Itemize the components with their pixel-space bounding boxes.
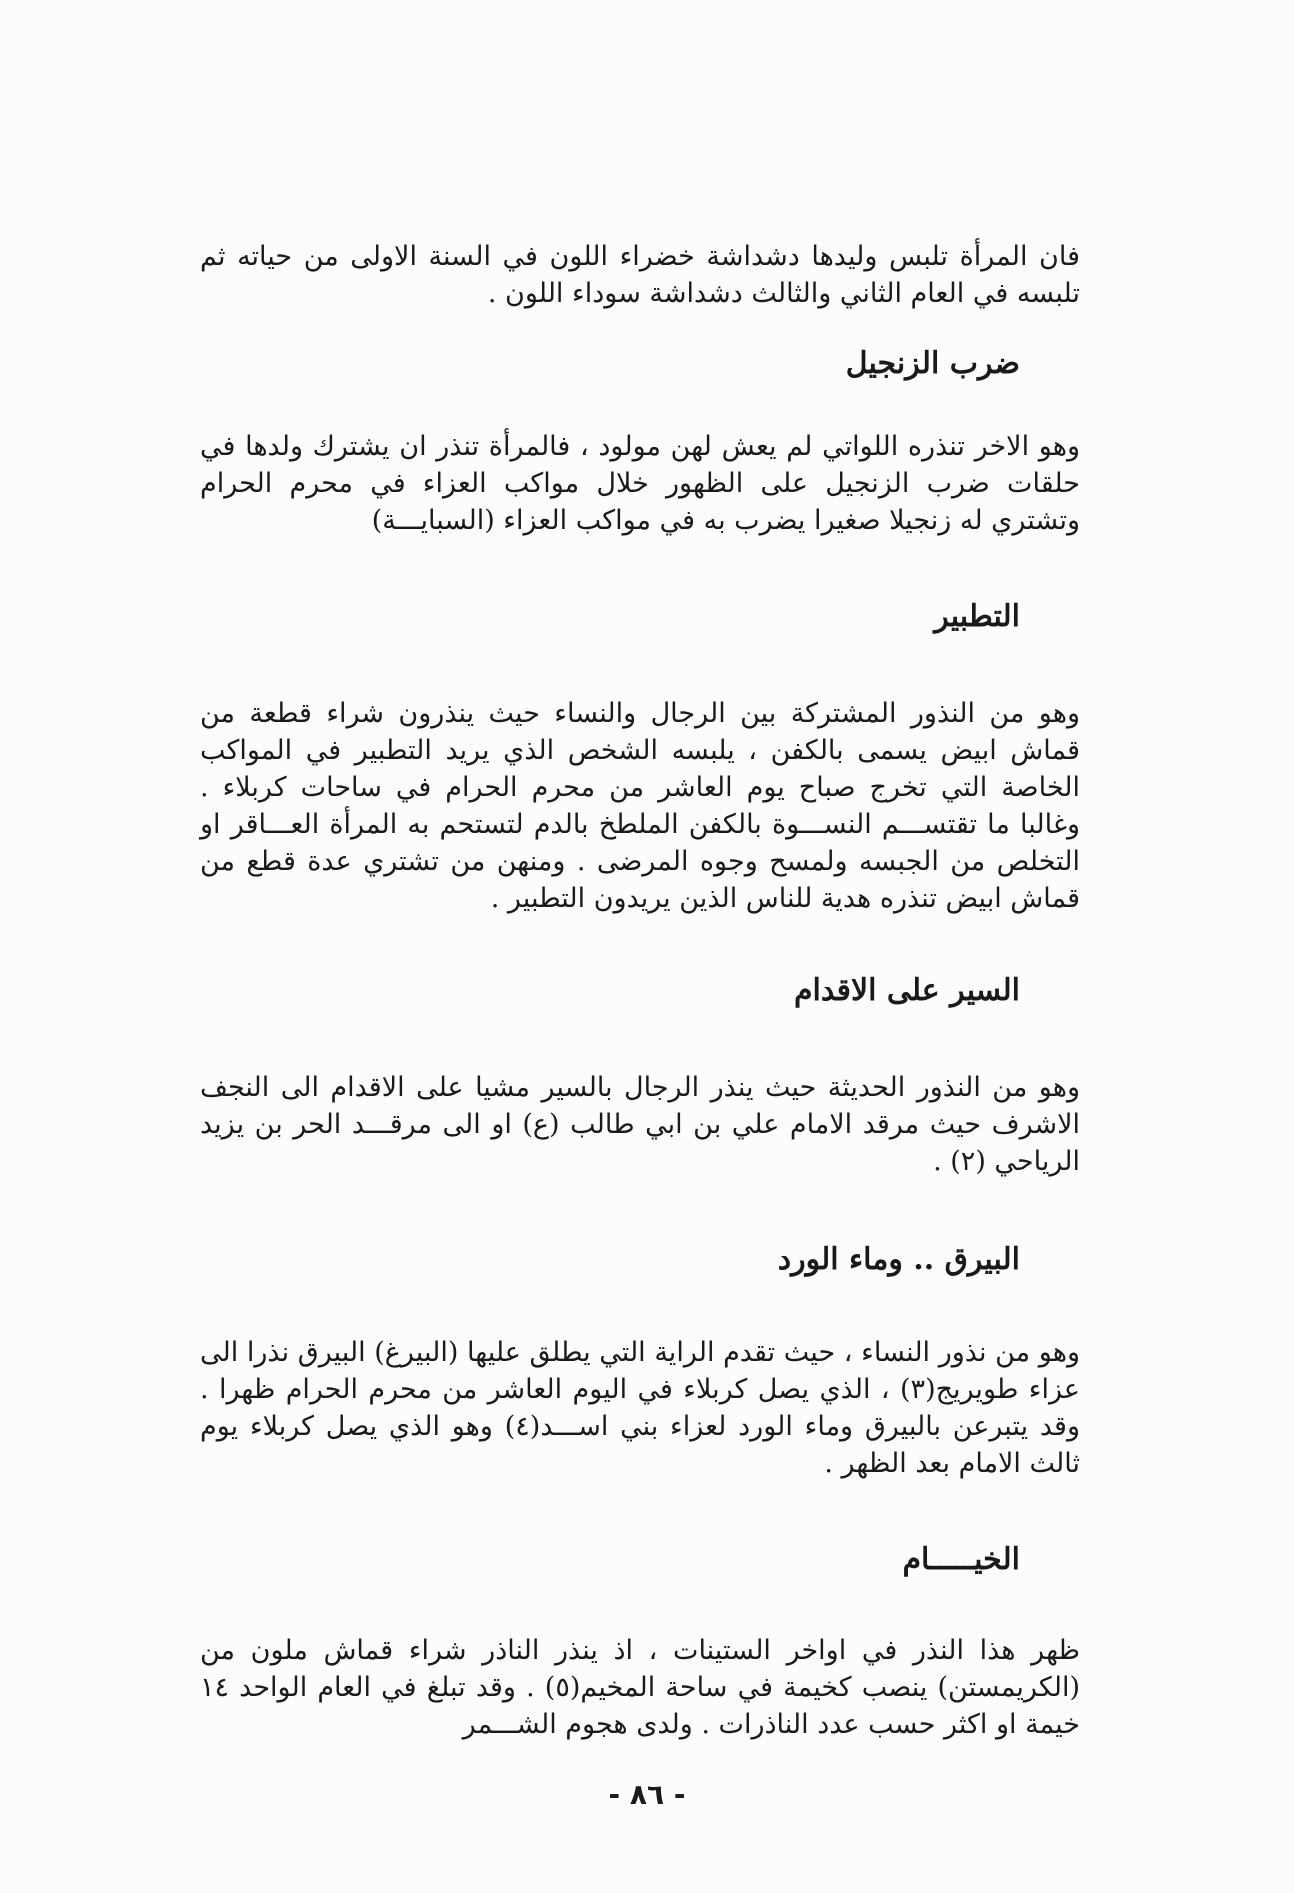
section-heading-zanjeel: ضرب الزنجيل (845, 346, 1020, 381)
section-heading-banner-rosewater: البيرق .. وماء الورد (777, 1242, 1020, 1277)
paragraph-tatbeer: وهو من النذور المشتركة بين الرجال والنساء حيث ينذرون شراء قطعة من قماش ابيض يسمى بالكفن ، يلبسه الشخص الذي يريد التطبير في المواكب الخاصة التي تخرج صباح يوم العاشر من محرم الحرام في ساحات كربلاء . وغالبا ما تقتســـم النســـوة بالكفن الملطخ بالدم لتستحم به المرأة العـــاقر او التخلص من الجبسه ولمسح وجوه المرضى . ومنهن من تشتري عدة قطع من قماش ابيض تنذره هدية للناس الذين يريدون التطبير . (200, 698, 1080, 914)
paragraph-banner-rosewater: وهو من نذور النساء ، حيث تقدم الراية التي يطلق عليها (البيرغ) البيرق نذرا الى عزاء طويريج(٣) ، الذي يصل كربلاء في اليوم العاشر من محرم الحرام ظهرا . وقد يتبرعن بالبيرق وماء الورد لعزاء بني اســـد(٤) وهو الذي يصل كربلاء يوم ثالث الامام بعد الظهر . (200, 1337, 1080, 1479)
page-number: - ٨٦ - (608, 1778, 686, 1811)
paragraph-tents: ظهر هذا النذر في اواخر الستينات ، اذ ينذر الناذر شراء قماش ملون من (الكريمستن) ينصب كخيمة في ساحة المخيم(٥) . وقد تبلغ في العام الواحد ١٤ خيمة او اكثر حسب عدد الناذرات . ولدى هجوم الشـــمر (200, 1635, 1081, 1740)
section-heading-walking: السير على الاقدام (793, 973, 1020, 1008)
section-heading-tatbeer: التطبير (934, 599, 1020, 634)
page-body (200, 238, 1080, 1743)
paragraph-walking: وهو من النذور الحديثة حيث ينذر الرجال بالسير مشيا على الاقدام الى النجف الاشرف حيث مرقد الامام علي بن ابي طالب (ع) او الى مرقـــد الحر بن يزيد الرياحي (٢) . (200, 1072, 1080, 1177)
paragraph-zanjeel: وهو الاخر تنذره اللواتي لم يعش لهن مولود ، فالمرأة تنذر ان يشترك ولدها في حلقات ضرب الزنجيل على الظهور خلال مواكب العزاء في محرم الحرام وتشتري له زنجيلا صغيرا يضرب به في مواكب العزاء (السبايـــة) (200, 431, 1080, 536)
section-heading-tents: الخيـــــام (902, 1542, 1020, 1577)
paragraph-newborn-clothing: فان المرأة تلبس وليدها دشداشة خضراء اللون في السنة الاولى من حياته ثم تلبسه في العام الثاني والثالث دشداشة سوداء اللون . (200, 241, 1080, 309)
